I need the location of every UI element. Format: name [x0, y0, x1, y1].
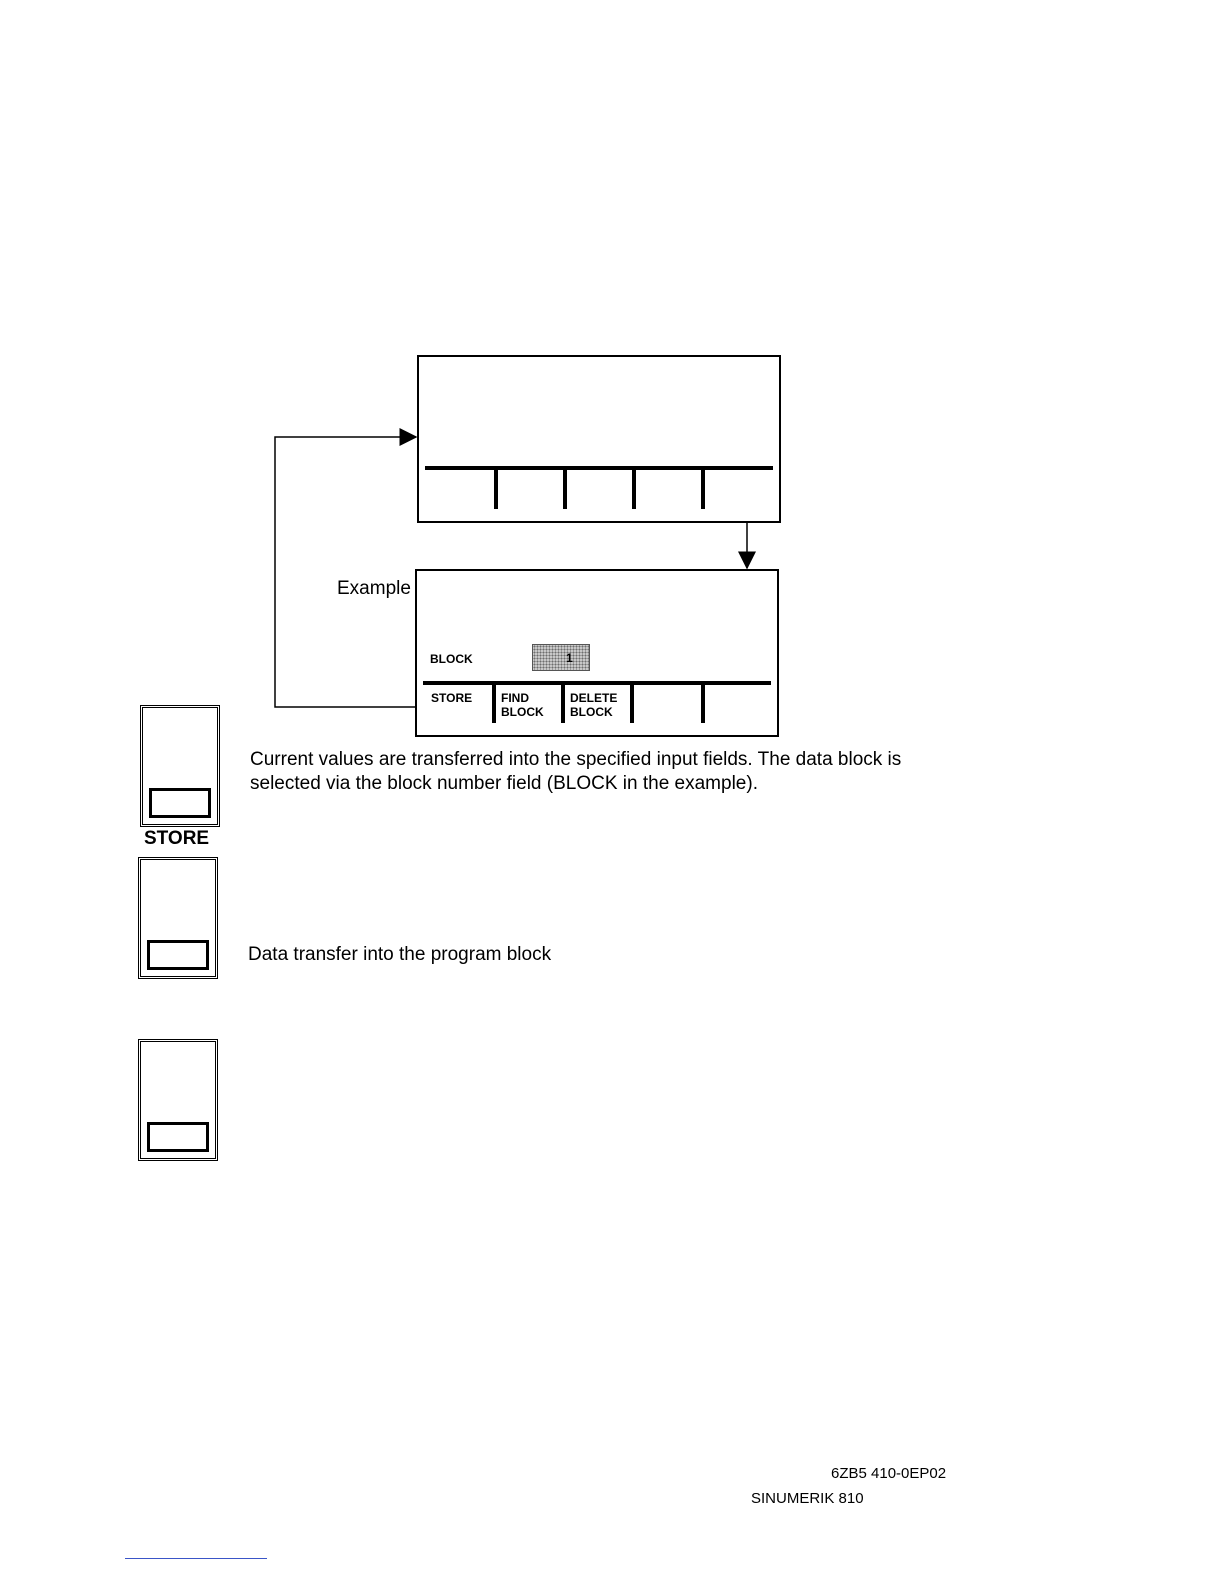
block-field-label: BLOCK: [430, 652, 473, 666]
example-label: Example: [337, 578, 411, 599]
store-key-led: [149, 788, 211, 818]
softkey-divider: [630, 681, 634, 723]
block-number-field[interactable]: [532, 644, 590, 671]
softkey-delete-block[interactable]: DELETE BLOCK: [570, 691, 618, 719]
transfer-description: Data transfer into the program block: [248, 944, 552, 965]
blank-key[interactable]: [138, 1039, 218, 1161]
product-name: SINUMERIK 810: [751, 1490, 864, 1507]
softkey-divider: [563, 466, 567, 509]
return-arrow: [275, 437, 416, 707]
softkey-divider: [701, 681, 705, 723]
store-key-label: STORE: [144, 828, 210, 849]
softkey-find-block[interactable]: FIND BLOCK: [501, 691, 544, 719]
screen-blank: [417, 355, 781, 523]
store-description: Current values are transferred into the specified input fields. The data block is selected via the block number field (BLOCK in the example).: [250, 749, 902, 794]
order-number: 6ZB5 410-0EP02: [831, 1465, 947, 1482]
transfer-key-led: [147, 940, 209, 970]
transfer-key[interactable]: [138, 857, 218, 979]
softkey-store[interactable]: STORE: [431, 691, 473, 705]
softkey-bar: [423, 681, 771, 685]
softkey-divider: [494, 466, 498, 509]
blank-key-led: [147, 1122, 209, 1152]
block-number-value: 1: [566, 651, 573, 665]
softkey-bar: [425, 466, 773, 470]
screen-example: [415, 569, 779, 737]
softkey-divider: [561, 681, 565, 723]
softkey-divider: [492, 681, 496, 723]
store-key[interactable]: [140, 705, 220, 827]
footnote-rule: [125, 1558, 267, 1559]
softkey-divider: [632, 466, 636, 509]
softkey-divider: [701, 466, 705, 509]
